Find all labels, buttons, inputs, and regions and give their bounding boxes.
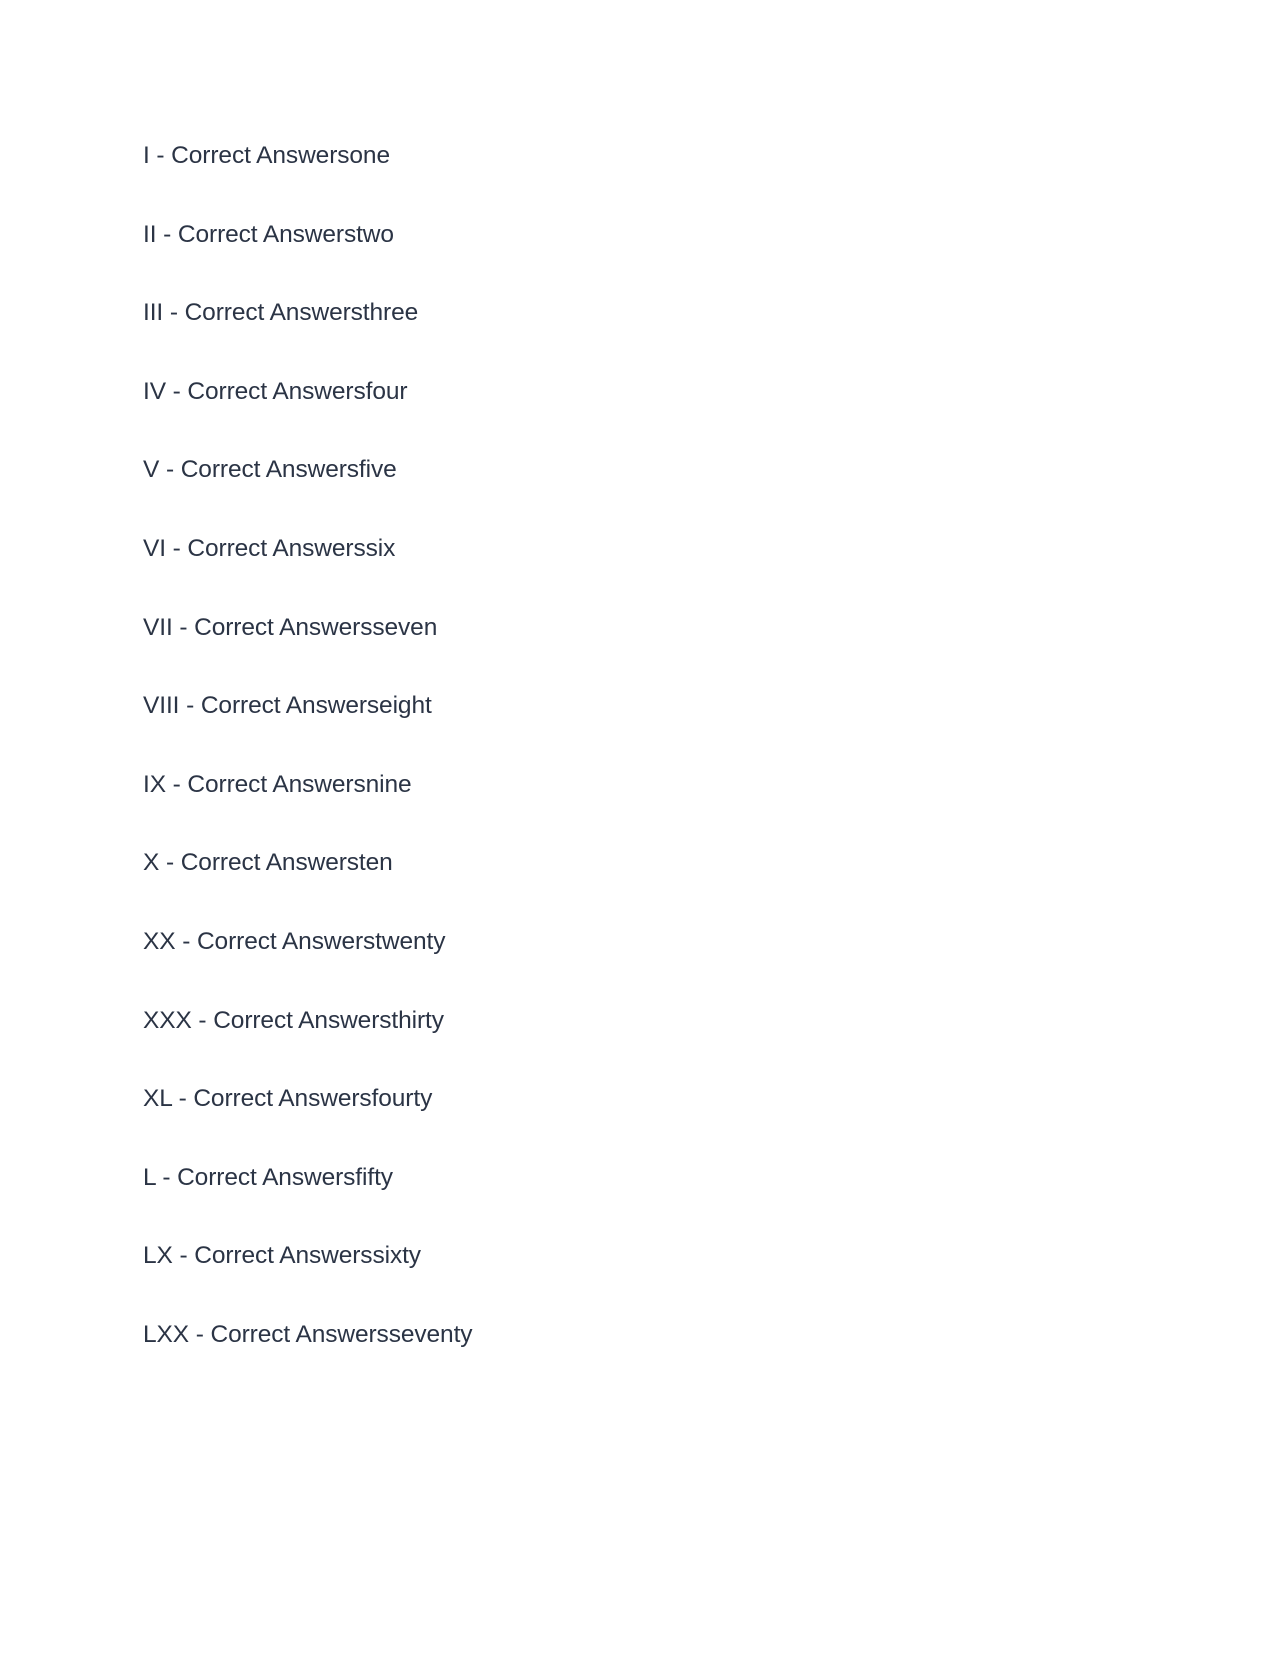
answer-item-xx: XX - Correct Answerstwenty bbox=[143, 927, 446, 955]
answer-item-lx: LX - Correct Answerssixty bbox=[143, 1242, 421, 1270]
answer-item-iv: IV - Correct Answersfour bbox=[143, 377, 408, 405]
answer-item-iii: III - Correct Answersthree bbox=[143, 299, 419, 327]
answer-item-lxx: LXX - Correct Answersseventy bbox=[143, 1320, 473, 1348]
answer-item-xxx: XXX - Correct Answersthirty bbox=[143, 1006, 444, 1034]
answer-item-i: I - Correct Answersone bbox=[143, 142, 390, 169]
answer-list bbox=[143, 141, 472, 1399]
answer-item-vi: VI - Correct Answerssix bbox=[143, 534, 396, 562]
answer-item-v: V - Correct Answersfive bbox=[143, 456, 397, 484]
answer-item-ix: IX - Correct Answersnine bbox=[143, 770, 412, 798]
answer-item-l: L - Correct Answersfifty bbox=[143, 1163, 393, 1191]
answer-item-ii: II - Correct Answerstwo bbox=[143, 220, 394, 248]
answer-item-x: X - Correct Answersten bbox=[143, 849, 393, 877]
answer-item-vii: VII - Correct Answersseven bbox=[143, 613, 438, 641]
answer-item-xl: XL - Correct Answersfourty bbox=[143, 1085, 433, 1113]
answer-item-viii: VIII - Correct Answerseight bbox=[143, 692, 432, 720]
